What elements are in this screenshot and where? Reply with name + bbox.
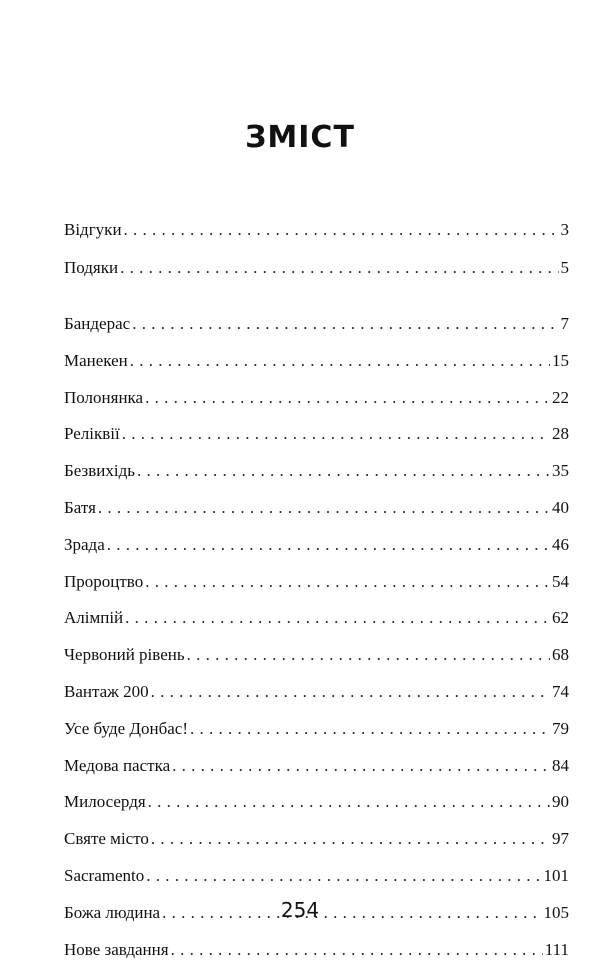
toc-entry[interactable] — [64, 644, 569, 681]
toc-entry-title: Вантаж 200 — [64, 681, 149, 701]
toc-entry[interactable] — [64, 865, 569, 902]
toc-entry-title: Божа людина — [64, 902, 161, 922]
toc-entry-title: Милосердя — [64, 792, 146, 812]
dot-leader — [98, 497, 550, 519]
dot-leader — [151, 681, 550, 703]
toc-entry[interactable] — [64, 460, 569, 497]
toc-entry[interactable] — [64, 607, 569, 644]
toc-entry-page: 62 — [552, 608, 569, 628]
toc-entry-page: 84 — [552, 755, 569, 775]
toc-entry-title: Усе буде Донбас! — [64, 718, 189, 738]
toc-entry-title: Пророцтво — [64, 571, 144, 591]
toc-entry-page: 90 — [552, 792, 569, 812]
dot-leader — [125, 607, 550, 629]
toc-entry-title: Реліквії — [64, 424, 120, 444]
dot-leader — [146, 865, 541, 887]
toc-entry-page: 111 — [544, 939, 569, 959]
dot-leader — [107, 534, 550, 556]
dot-leader — [124, 219, 559, 241]
toc-entry-page: 15 — [552, 350, 569, 370]
toc-entry-page: 74 — [552, 681, 569, 701]
toc-entry-title: Червоний рівень — [64, 645, 185, 665]
toc-front-matter — [64, 219, 569, 295]
toc-entry-page: 35 — [552, 461, 569, 481]
toc-entry[interactable] — [64, 350, 569, 387]
page-number: 254 — [280, 898, 320, 922]
toc-entry-title: Полонянка — [64, 387, 144, 407]
toc-entry-page: 68 — [552, 645, 569, 665]
toc-entry[interactable] — [64, 423, 569, 460]
toc-entry[interactable] — [64, 313, 569, 350]
toc-entry-title: Sacramento — [64, 865, 145, 885]
toc-entry-title: Зрада — [64, 534, 105, 554]
toc-chapters — [64, 313, 569, 975]
toc-entry-page: 105 — [543, 902, 569, 922]
toc-entry-title: Манекен — [64, 350, 128, 370]
toc-entry[interactable] — [64, 534, 569, 571]
dot-leader — [172, 755, 550, 777]
toc-entry[interactable] — [64, 681, 569, 718]
toc-entry-title: Нове завдання — [64, 939, 169, 959]
toc-entry-page: 28 — [552, 424, 569, 444]
toc-entry[interactable] — [64, 219, 569, 257]
dot-leader — [132, 313, 558, 335]
toc-entry-page: 7 — [560, 314, 569, 333]
toc-entry-title: Безвихідь — [64, 461, 135, 481]
dot-leader — [145, 387, 550, 409]
toc-entry[interactable] — [64, 718, 569, 755]
toc-entry[interactable] — [64, 828, 569, 865]
toc-entry-title: Медова пастка — [64, 755, 171, 775]
toc-entry-title: Відгуки — [64, 220, 122, 239]
toc-entry-page: 3 — [560, 220, 569, 239]
dot-leader — [151, 828, 550, 850]
page-title: ЗМІСТ — [245, 120, 355, 155]
toc-entry-page: 22 — [552, 387, 569, 407]
dot-leader — [171, 939, 543, 961]
toc-entry[interactable] — [64, 755, 569, 792]
toc-entry-page: 5 — [560, 258, 569, 277]
dot-leader — [130, 350, 550, 372]
dot-leader — [187, 644, 550, 666]
dot-leader — [148, 791, 550, 813]
toc-entry-title: Алімпій — [64, 608, 124, 628]
toc-entry[interactable] — [64, 257, 569, 295]
dot-leader — [145, 571, 550, 593]
toc-entry[interactable] — [64, 791, 569, 828]
toc-entry-page: 79 — [552, 718, 569, 738]
toc-entry-page: 101 — [543, 865, 569, 885]
toc-entry-title: Святе місто — [64, 829, 149, 849]
toc-entry[interactable] — [64, 497, 569, 534]
toc-entry-title: Подяки — [64, 258, 119, 277]
toc-entry-page: 46 — [552, 534, 569, 554]
dot-leader — [122, 423, 550, 445]
toc-entry-page: 97 — [552, 829, 569, 849]
toc-entry[interactable] — [64, 387, 569, 424]
toc-entry[interactable] — [64, 939, 569, 975]
toc-entry-title: Бандерас — [64, 314, 131, 333]
toc-entry[interactable] — [64, 571, 569, 608]
toc-entry-page: 40 — [552, 497, 569, 517]
dot-leader — [120, 257, 558, 279]
dot-leader — [137, 460, 550, 482]
dot-leader — [190, 718, 550, 740]
toc-entry-page: 54 — [552, 571, 569, 591]
toc-entry-title: Батя — [64, 497, 96, 517]
